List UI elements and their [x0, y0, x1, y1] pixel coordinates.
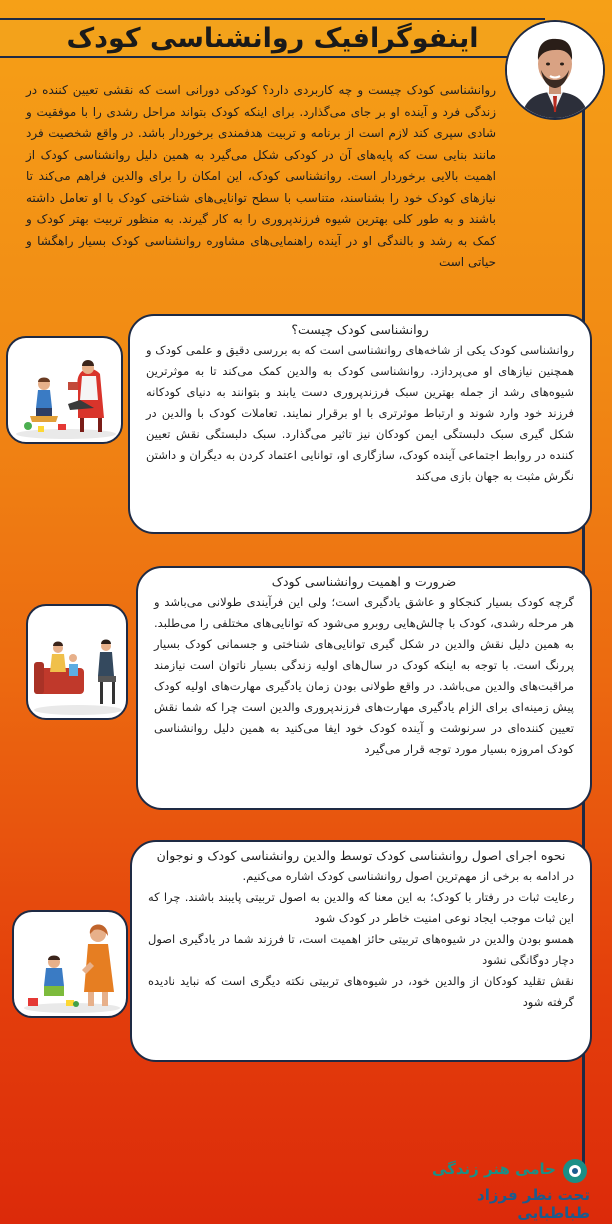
card-body: گرچه کودک بسیار کنجکاو و عاشق یادگیری است؛ ولی این فرآیندی طولانی می‌باشد و هر مرحله رشدی، کودک با چالش‌هایی روبرو می‌شود که توانایی‌های مختلفی را می‌طلبد. به همین دلیل نقش والدین در شکل گیری توانایی‌های شناختی و جسمانی کودک بسیار پررنگ است. با توجه به اینکه کودک در سال‌های اولیه زندگی بسیار ناتوان است نیازمند مراقبت‌های والدین می‌باشد. در واقع طولانی بودن زمان یادگیری مهارت‌های اولیه کودک پیش زمینه‌ای برای الزام یادگیری مهارت‌های فرزندپروری والدین است چرا که شما نقش تعیین کننده‌ای در سرنوشت و آینده کودک خود ایفا می‌کنید به همین دلیل روانشناسی کودک امروزه بسیار مورد توجه قرار می‌گیرد — [154, 595, 574, 756]
brand-name: حامی هنر زندگی — [431, 1160, 556, 1178]
card-importance-child-psychology — [136, 566, 592, 810]
illustration-therapy-session — [6, 336, 123, 444]
card-heading: روانشناسی کودک چیست؟ — [291, 322, 429, 337]
list-item: در ادامه به برخی از مهم‌ترین اصول روانشناسی کودک اشاره می‌کنیم. — [242, 869, 574, 883]
footer-brand — [430, 1152, 590, 1222]
title-bar — [0, 18, 545, 58]
card-body — [148, 866, 574, 1013]
card-applying-principles — [130, 840, 592, 1062]
list-item: همسو بودن والدین در شیوه‌های تربیتی حائز اهمیت است، تا فرزند شما در یادگیری اصول دچار دوگانگی نشود — [148, 932, 574, 967]
card-what-is-child-psychology — [128, 314, 592, 534]
illustration-family-counseling — [26, 604, 128, 720]
intro-paragraph: روانشناسی کودک چیست و چه کاربردی دارد؟ کودکی دورانی است که نقشی تعیین کننده در زندگی فرد و آینده او بر جای می‌گذارد. برای اینکه کودک بتواند مراحل رشدی را با موفقیت و شادی سپری کند لازم است از برنامه و تربیت هدفمندی برخوردار باشد. در واقع شخصیت فرد مانند بنایی ست که پایه‌های آن در کودکی شکل می‌گیرد به همین دلیل روانشناسی کودک از اهمیت بالایی برخوردار است. روانشناسی کودک، این امکان را برای والدین فراهم می‌کند تا نیازهای کودک خود را بشناسند، متناسب با سطح توانایی‌های شناختی کودک با او تعامل داشته باشند و به طور کلی بهترین شیوه فرزندپروری را به کار گیرند. به منظور تربیت بهتر کودک و کمک به رشد و بالندگی او در آینده راهنمایی‌های مشاوره روانشناسی کودک بسیار راهگشا و حیاتی است — [26, 83, 496, 269]
author-avatar — [505, 20, 605, 120]
brand-subtitle: تحت نظر فرزاد طباطبایی — [477, 1186, 590, 1222]
page-title: اینفوگرافیک روانشناسی کودک — [66, 22, 479, 54]
card-heading: ضرورت و اهمیت روانشناسی کودک — [271, 574, 457, 589]
brand-logo-icon — [560, 1156, 590, 1186]
list-item: نقش تقلید کودکان از والدین خود، در شیوه‌های تربیتی نکته دیگری است که نباید نادیده گرفته شود — [148, 974, 574, 1009]
list-item: رعایت ثبات در رفتار با کودک؛ به این معنا که والدین به اصول تربیتی پایبند باشند. چرا که این ثبات موجب ایجاد نوعی امنیت خاطر در کودک شود — [148, 890, 574, 925]
card-heading: نحوه اجرای اصول روانشناسی کودک توسط والدین روانشناسی کودک و نوجوان — [156, 848, 566, 863]
card-body: روانشناسی کودک یکی از شاخه‌های روانشناسی است که به بررسی دقیق و علمی کودک و همچنین نیازهای او می‌پردازد. روانشناسی کودک به والدین کمک می‌کند تا به موثرترین شیوه‌های رشد از جمله بهترین سبک فرزندپروری دست یابند و بتوانند به دنیای کودکانه فرزند خود وارد شوند و ارتباط موثرتری با او برقرار نمایند. تعاملات کودک با والدین در شکل گیری سبک دلبستگی ایمن کودکان نیز تاثیر می‌گذارد. سبک دلبستگی نقش تعیین کننده در روابط اجتماعی آینده کودک، سازگاری او، توانایی اعتماد کردن به دیگران و داشتن نگرش مثبت به جهان بازی می‌کند — [146, 343, 574, 483]
illustration-mother-child — [12, 910, 128, 1018]
